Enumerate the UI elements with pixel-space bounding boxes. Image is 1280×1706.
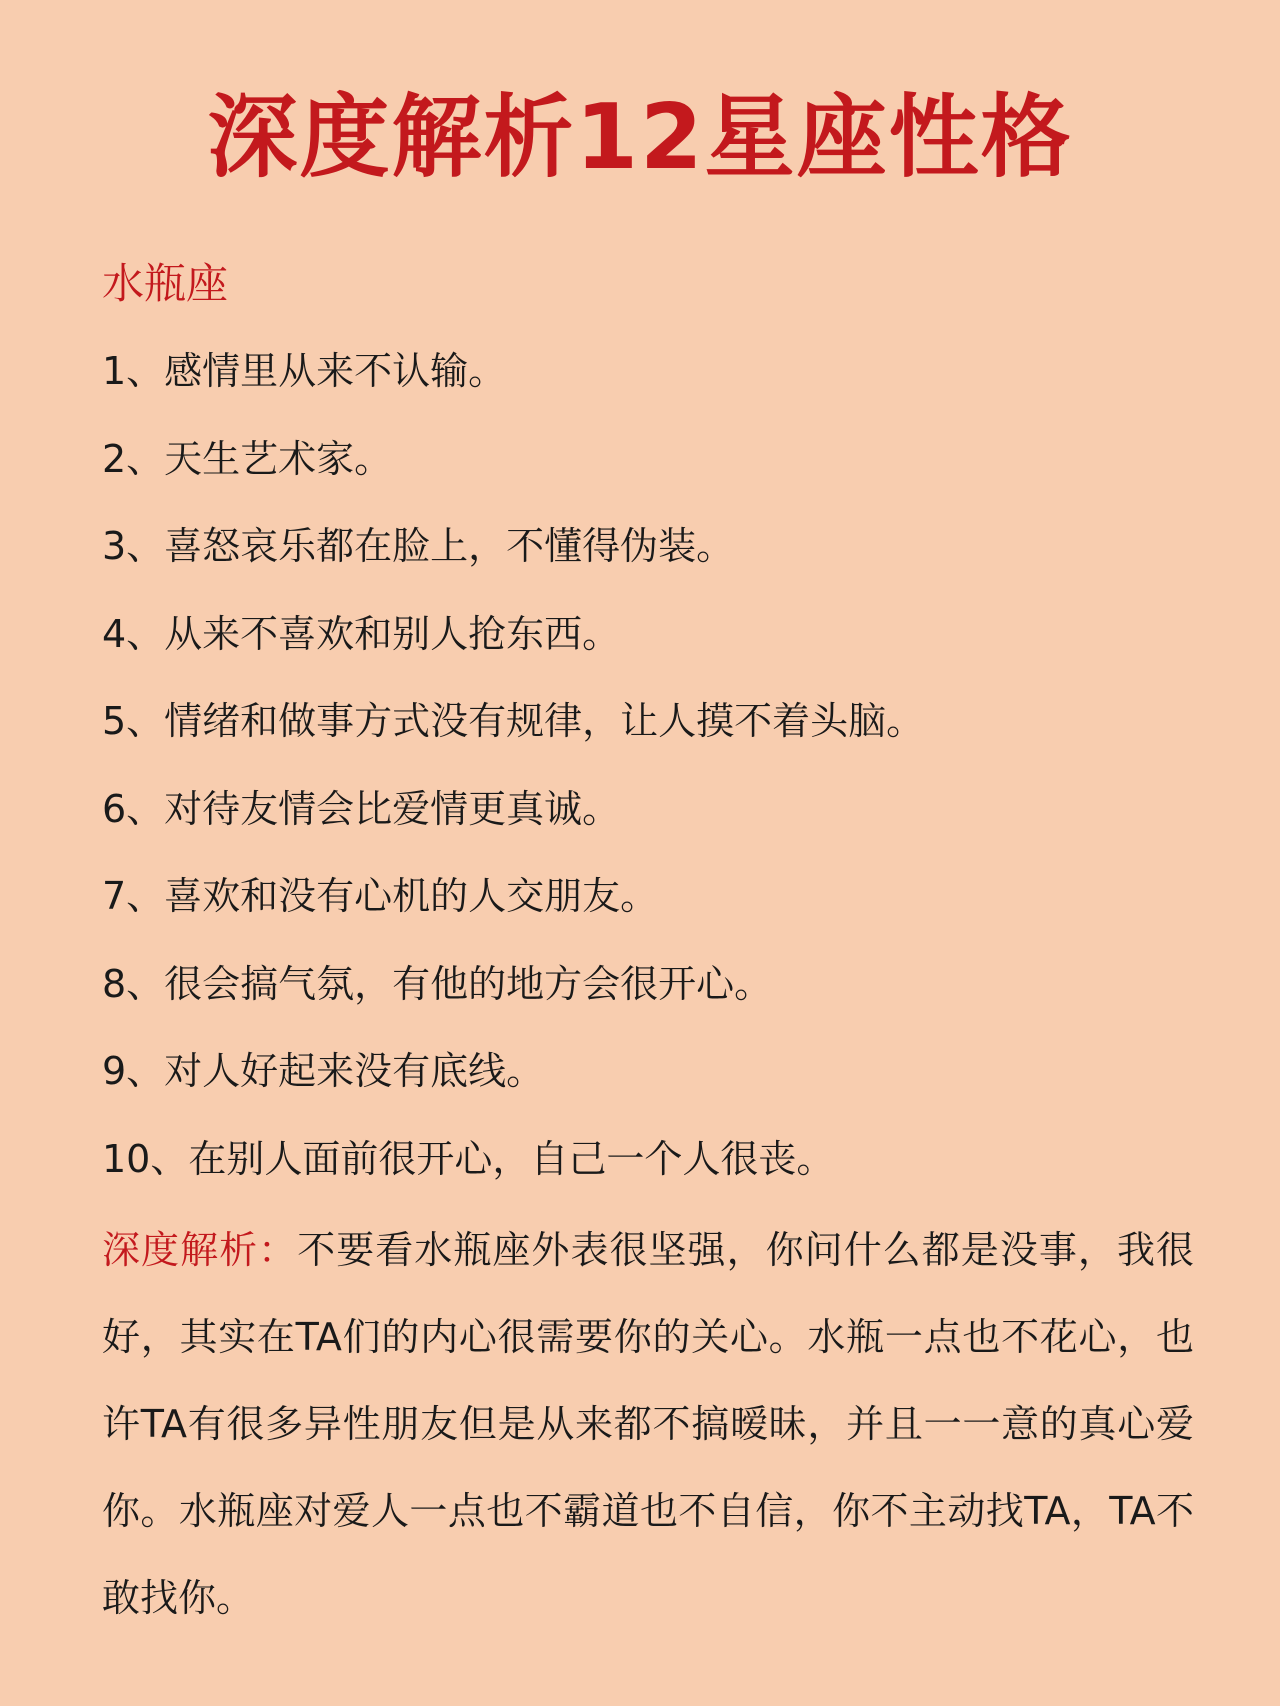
- trait-item: 6、对待友情会比爱情更真诚。: [102, 786, 621, 831]
- analysis-label: 深度解析：: [102, 1228, 298, 1272]
- trait-item: 3、喜怒哀乐都在脸上，不懂得伪装。: [102, 524, 735, 568]
- trait-list: [102, 341, 924, 1216]
- sign-heading: 水瓶座: [102, 259, 229, 308]
- trait-item: 10、在别人面前很开心，自己一个人很丧。: [102, 1136, 835, 1181]
- trait-item: 4、从来不喜欢和别人抢东西。: [102, 611, 621, 656]
- analysis-text: 不要看水瓶座外表很坚强，你问什么都是没事，我很好，其实在TA们的内心很需要你的关心。水瓶一点也不花心，也许TA有很多异性朋友但是从来都不搞暧昧，并且一一意的真心爱你。水瓶座对爱人一点也不霸道也不自信，你不主动找TA，TA不敢找你。: [102, 1228, 1194, 1620]
- page-title: 深度解析12星座性格: [207, 85, 1073, 190]
- trait-item: 5、情绪和做事方式没有规律，让人摸不着头脑。: [102, 699, 925, 743]
- trait-item: 8、很会搞气氛，有他的地方会很开心。: [102, 961, 773, 1006]
- analysis-paragraph: [102, 1207, 1194, 1642]
- trait-item: 7、喜欢和没有心机的人交朋友。: [102, 874, 659, 918]
- trait-item: 9、对人好起来没有底线。: [102, 1049, 545, 1093]
- trait-item: 1、感情里从来不认输。: [102, 349, 507, 393]
- trait-item: 2、天生艺术家。: [102, 436, 393, 481]
